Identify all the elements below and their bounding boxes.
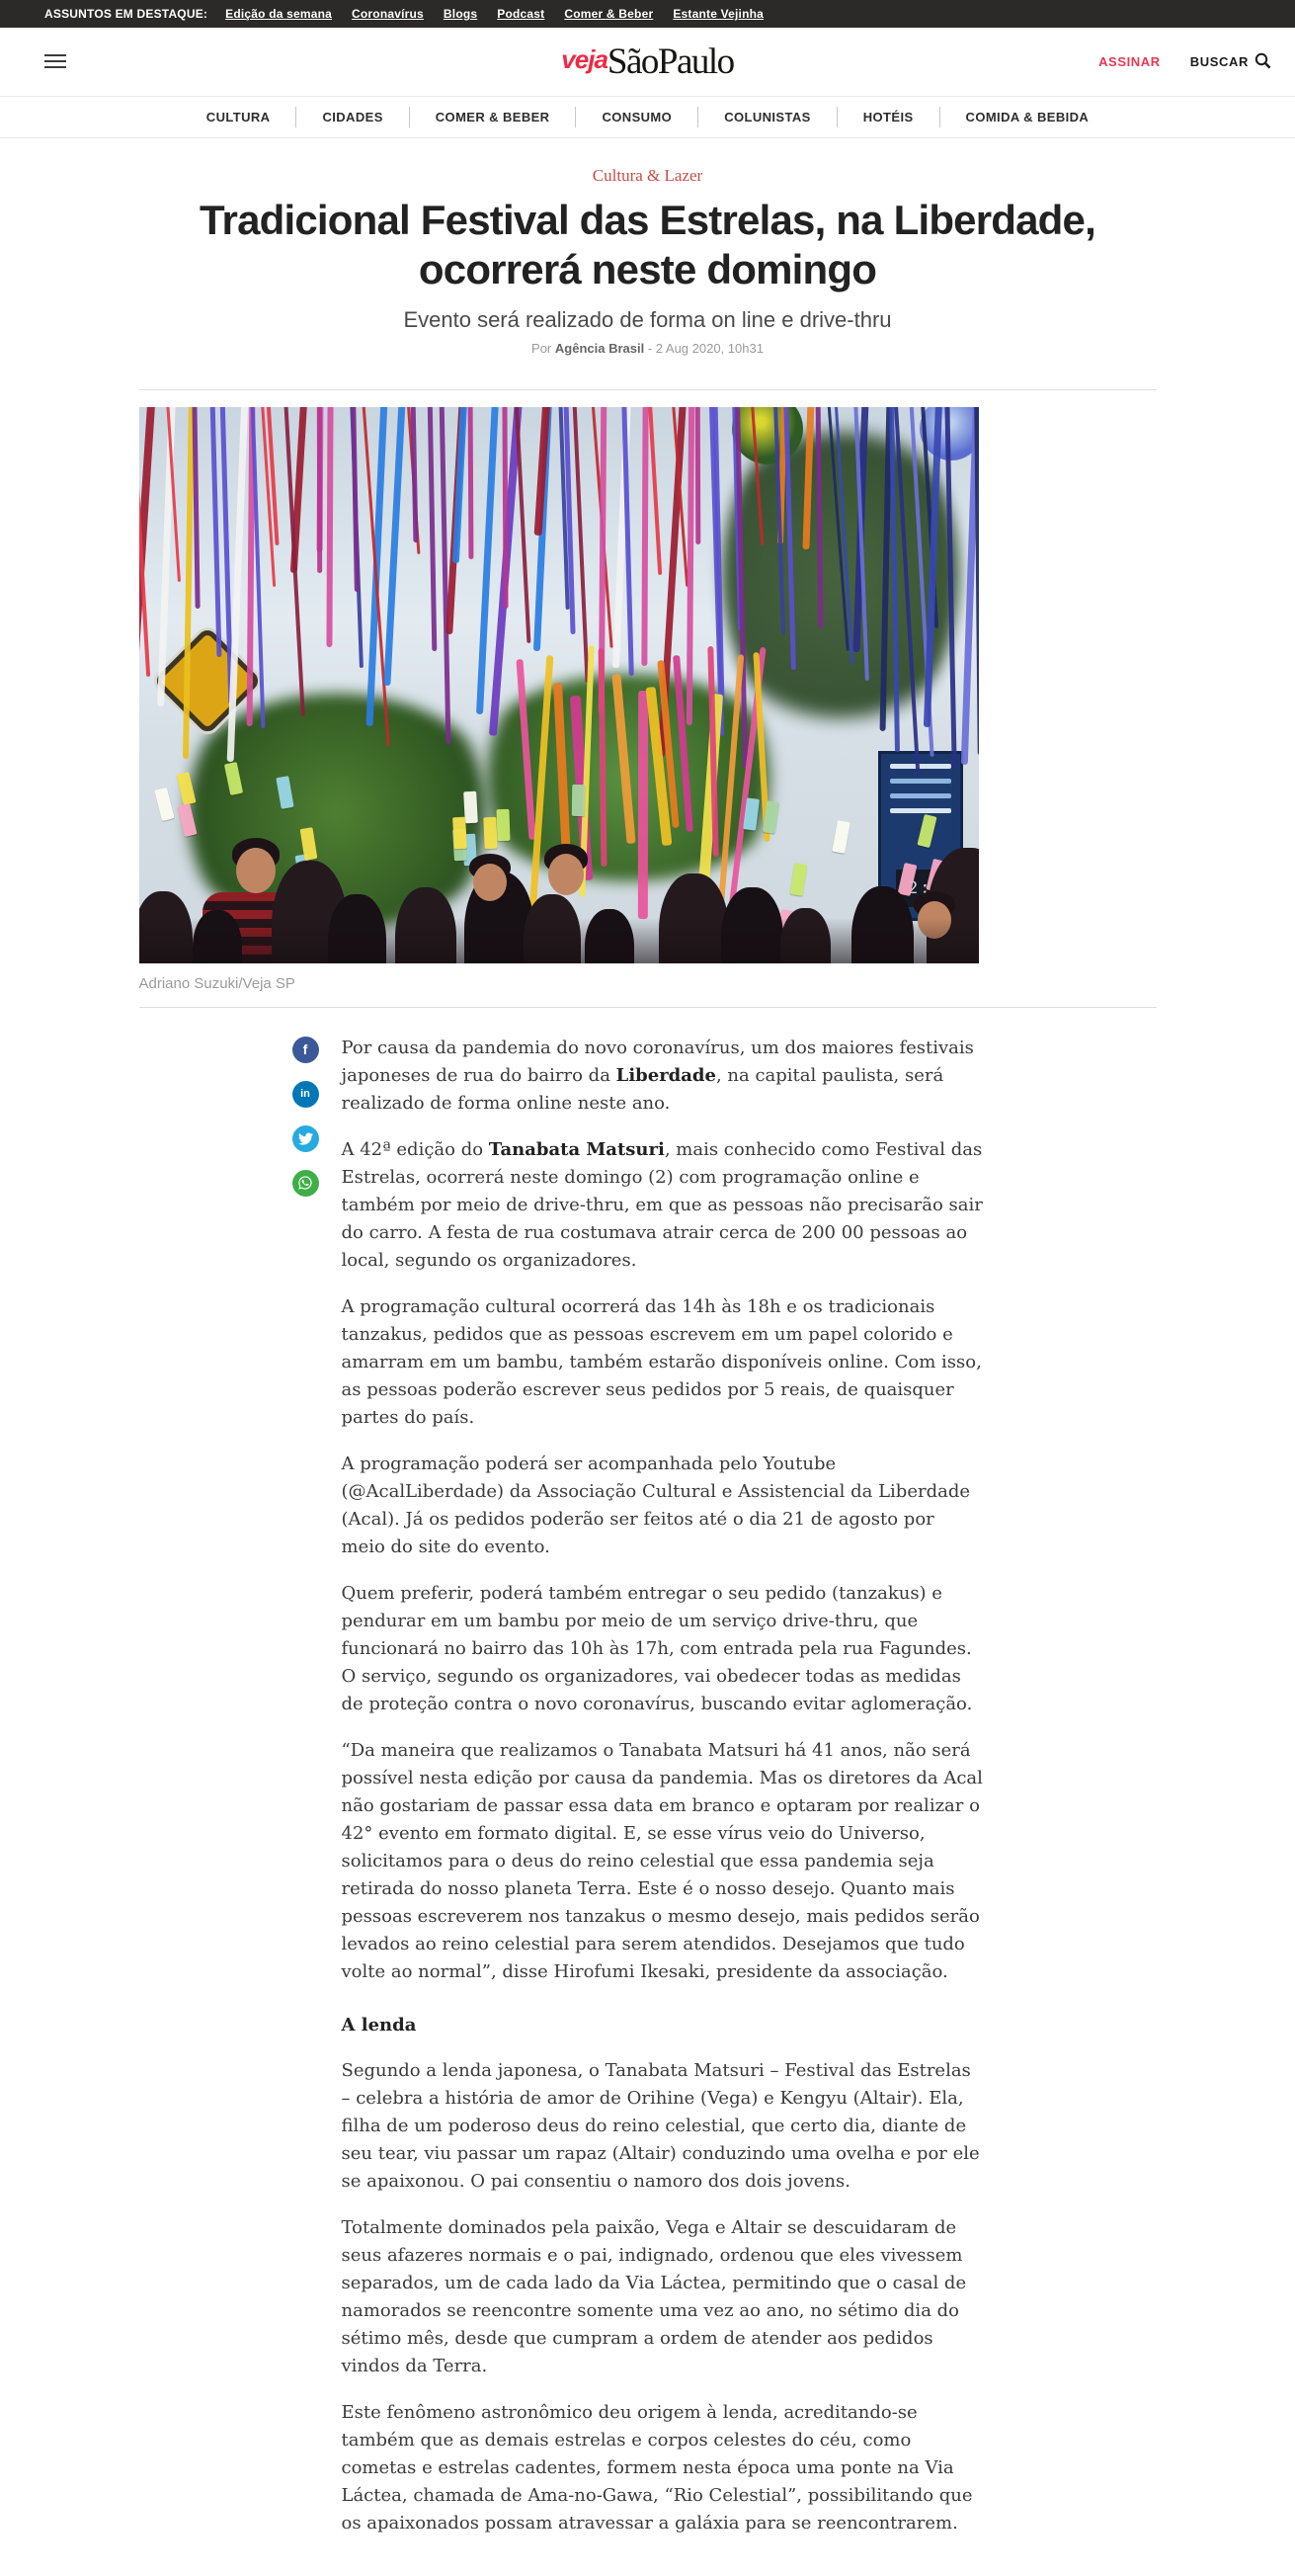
article-paragraph: Por causa da pandemia do novo coronavírus, um dos maiores festivais japoneses de rua do bairro da Liberdade, na capital paulista, será realizado de forma online neste ano. [341, 1037, 974, 1114]
nav-item-cidades[interactable]: CIDADES [295, 107, 408, 127]
highlight-topics-bar [0, 0, 1295, 28]
buscar-button[interactable] [1190, 52, 1271, 72]
search-icon [1255, 52, 1271, 72]
header-actions [1098, 52, 1271, 72]
page-title: Tradicional Festival das Estrelas, na Liberdade, ocorrerá neste domingo [200, 197, 1095, 293]
linkedin-share-icon[interactable]: in [292, 1081, 319, 1108]
nav-item-cultura[interactable]: CULTURA [205, 110, 271, 125]
article-paragraph: A programação cultural ocorrerá das 14h às 18h e os tradicionais tanzakus, pedidos que as pessoas escrevem em um papel colorido e amarram em um bambu, também estarão disponíveis online. Com isso, as pessoas poderão escrever seus pedidos por 5 reais, de quaisquer partes do país. [341, 1295, 982, 1428]
whatsapp-share-icon[interactable] [292, 1170, 319, 1197]
logo-veja-text: veja [561, 44, 607, 74]
topbar-link[interactable]: Podcast [497, 7, 545, 21]
nav-item-consumo[interactable]: CONSUMO [575, 107, 697, 127]
topbar-link[interactable]: Edição da semana [225, 7, 333, 21]
nav-item-colunistas[interactable]: COLUNISTAS [697, 107, 837, 127]
divider-below-photo [139, 1007, 1157, 1008]
topbar-link[interactable]: Coronavírus [352, 7, 424, 21]
byline-date: - 2 Aug 2020, 10h31 [647, 340, 764, 356]
assinar-link[interactable]: ASSINAR [1098, 54, 1161, 69]
section-heading: A lenda [341, 2014, 417, 2036]
article-subtitle: Evento será realizado de forma on line e drive-thru [403, 306, 892, 332]
topbar-label: ASSUNTOS EM DESTAQUE: [44, 7, 208, 21]
article-body-wrap [139, 1035, 1157, 2576]
topbar-links [225, 7, 764, 21]
twitter-share-icon[interactable] [292, 1125, 319, 1152]
nav-item-comer-beber[interactable]: COMER & BEBER [409, 107, 576, 127]
article-paragraph: Segundo a lenda japonesa, o Tanabata Matsuri – Festival das Estrelas – celebra a história de amor de Orihine (Vega) e Kengyu (Altair). Ela, filha de um poderoso deus do reino celestial, que certo dia, diante de seu tear, viu passar um rapaz (Altair) conduzindo uma ovelha e por ele se apaixonou. O pai consentiu o namoro dos dois jovens. [341, 2059, 980, 2192]
article-paragraph: A 42ª edição do Tanabata Matsuri, mais conhecido como Festival das Estrelas, ocorrerá neste domingo (2) com programação online e também por meio de drive-thru, em que as pessoas não precisarão sair do carro. A festa de rua costumava atrair cerca de 200 00 pessoas ao local, segundo os organizadores. [341, 1138, 983, 1271]
topbar-link[interactable]: Blogs [443, 7, 478, 21]
article-paragraph: Quem preferir, poderá também entregar o seu pedido (tanzakus) e pendurar em um bambu por meio de um serviço drive-thru, que funcionará no bairro das 10h às 17h, com entrada pela rua Fagundes. O serviço, segundo os organizadores, vai obedecer todas as medidas de proteção contra o novo coronavírus, buscando evitar aglomeração. [341, 1582, 973, 1714]
share-rail [292, 1037, 320, 1214]
hamburger-menu-icon[interactable] [44, 54, 66, 69]
byline [139, 341, 1157, 356]
divider-top [139, 389, 1157, 390]
article-paragraph: A programação poderá ser acompanhada pelo Youtube (@AcalLiberdade) da Associação Cultural e Assistencial da Liberdade (Acal). Já os pedidos poderão ser feitos até o dia 21 de agosto por meio do site do evento. [341, 1453, 971, 1557]
logo-saopaulo-text: SãoPaulo [607, 42, 734, 82]
article-paragraph: Este fenômeno astronômico deu origem à lenda, acreditando-se também que as demais estrelas e corpos celestes do céu, como cometas e estrelas cadentes, formem nesta época uma ponte na Via Láctea, chamada de Ama-no-Gawa, “Rio Celestial”, possibilitando que os apaixonados possam atravessar a galáxia para se reencontrarem. [341, 2401, 973, 2534]
topbar-link[interactable]: Comer & Beber [564, 7, 654, 21]
veja-saopaulo-logo[interactable] [561, 43, 733, 80]
nav-item-comida-bebida[interactable]: COMIDA & BEBIDA [939, 107, 1115, 127]
photo-credit: Adriano Suzuki/Veja SP [138, 974, 295, 992]
category-link[interactable]: Cultura & Lazer [592, 166, 703, 185]
article-paragraph: Totalmente dominados pela paixão, Vega e Altair se descuidaram de seus afazeres normais e o pai, indignado, ordenou que eles vivessem separados, um de cada lado da Via Láctea, permitindo que o casal de namorados se reencontre somente uma vez ao ano, no sétimo dia do sétimo mês, desde que cumpram a ordem de atender aos pedidos vindos da Terra. [341, 2216, 967, 2376]
buscar-label: BUSCAR [1189, 54, 1249, 69]
byline-prefix: Por [531, 340, 552, 356]
article-container [139, 166, 1157, 2576]
article-block [139, 407, 979, 992]
byline-author: Agência Brasil [554, 340, 645, 356]
facebook-share-icon[interactable]: f [292, 1037, 319, 1063]
crowd-base [139, 918, 979, 963]
topbar-link[interactable]: Estante Vejinha [673, 7, 765, 21]
site-header [0, 28, 1295, 97]
article-paragraph: “Da maneira que realizamos o Tanabata Matsuri há 41 anos, não será possível nesta edição por causa da pandemia. Mas os diretores da Acal não gostariam de passar essa data em branco e optaram por realizar o 42° evento em formato digital. E, se esse vírus veio do Universo, solicitamos para o deus do reino celestial que essa pandemia seja retirada do nosso planeta Terra. Este é o nosso desejo. Quanto mais pessoas escreverem nos tanzakus o mesmo desejo, mais pedidos serão levados ao reino celestial para serem atendidos. Desejamos que tudo volte ao normal”, disse Hirofumi Ikesaki, presidente da associação. [341, 1739, 983, 1982]
nav-item-hot-is[interactable]: HOTÉIS [837, 107, 939, 127]
section-nav [0, 97, 1295, 138]
article-body [342, 1035, 984, 2537]
hero-image [139, 407, 979, 963]
